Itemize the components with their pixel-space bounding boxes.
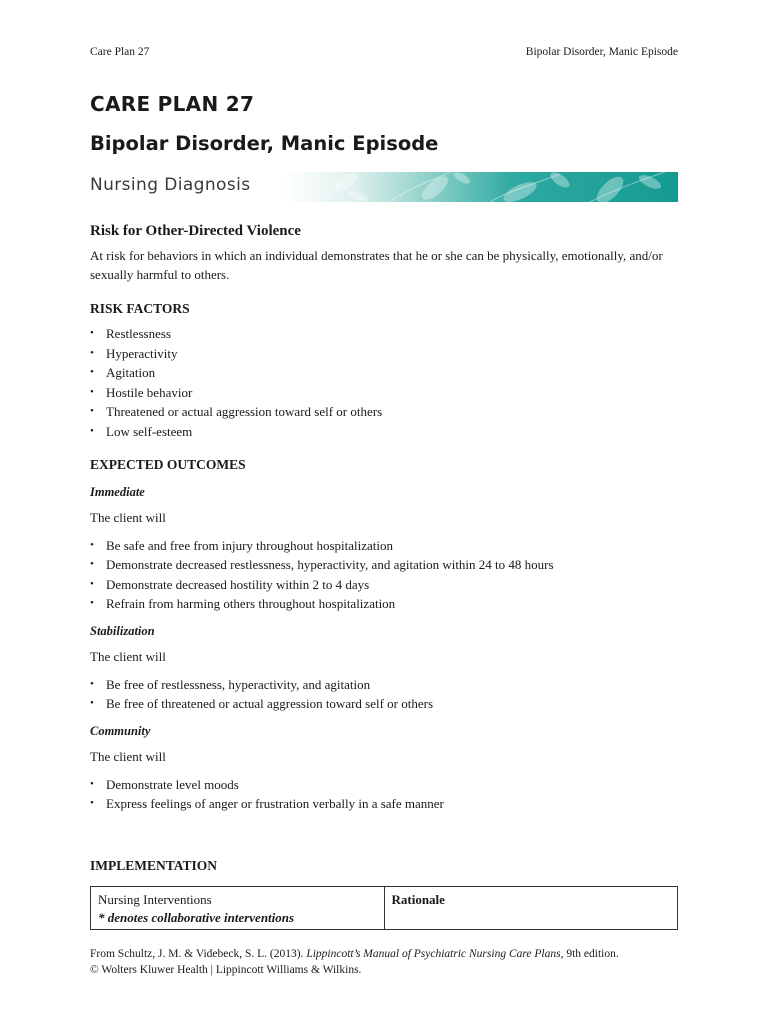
nursing-diagnosis-banner: [90, 172, 678, 202]
interventions-column-header: [91, 887, 385, 930]
list-item: • Be free of threatened or actual aggression toward self or others: [90, 694, 678, 714]
immediate-heading: Immediate: [90, 484, 145, 499]
source-citation: [90, 946, 690, 978]
running-header: [90, 46, 678, 58]
list-item: • Demonstrate decreased restlessness, hyperactivity, and agitation within 24 to 48 hours: [90, 555, 678, 575]
list-item: • Demonstrate level moods: [90, 775, 678, 795]
list-item: • Demonstrate decreased hostility within 2 to 4 days: [90, 575, 678, 595]
risk-factors-list: [90, 344, 678, 442]
list-item: • Be free of restlessness, hyperactivity, and agitation: [90, 675, 678, 695]
risk-factors-heading: RISK FACTORS: [90, 300, 190, 316]
citation-line-1: [90, 946, 690, 962]
list-item: • Hostile behavior: [90, 383, 678, 403]
citation-prefix: From Schultz, J. M. & Videbeck, S. L. (2013).: [90, 948, 307, 960]
citation-suffix: , 9th edition.: [560, 948, 619, 960]
rationale-column-header: [384, 887, 678, 930]
plan-title: Bipolar Disorder, Manic Episode: [90, 132, 439, 155]
diagnosis-title: Risk for Other-Directed Violence: [90, 223, 301, 239]
implementation-heading: IMPLEMENTATION: [90, 858, 218, 873]
plan-number: CARE PLAN 27: [90, 92, 255, 116]
diagnosis-definition: At risk for behaviors in which an individual demonstrates that he or she can be physically, emotionally, and/or sexually harmful to others.: [90, 247, 663, 282]
rationale-column-title: Rationale: [391, 892, 445, 907]
care-plan-content: [90, 222, 678, 814]
list-item: • Be safe and free from injury throughout hospitalization: [90, 536, 678, 556]
stabilization-lead: The client will: [90, 649, 166, 664]
list-item: • Agitation: [90, 363, 678, 383]
list-item: • Threatened or actual aggression toward self or others: [90, 402, 678, 422]
implementation-table: [90, 886, 678, 930]
stabilization-heading: Stabilization: [90, 623, 155, 638]
copyright-line: © Wolters Kluwer Health | Lippincott Williams & Wilkins.: [90, 964, 362, 976]
collaborative-note: * denotes collaborative interventions: [98, 910, 295, 925]
immediate-outcomes-list: [90, 536, 678, 614]
community-lead: The client will: [90, 749, 166, 764]
list-item: • Refrain from harming others throughout hospitalization: [90, 594, 678, 614]
risk-factors-first: [90, 324, 678, 344]
list-item: • Hyperactivity: [90, 344, 678, 364]
interventions-column-title: Nursing Interventions: [98, 892, 212, 907]
expected-outcomes-heading: EXPECTED OUTCOMES: [90, 457, 246, 472]
running-header-left: Care Plan 27: [90, 46, 150, 58]
immediate-lead: The client will: [90, 510, 166, 525]
list-item: • Low self-esteem: [90, 422, 678, 442]
table-header-row: [91, 887, 678, 930]
banner-label: Nursing Diagnosis: [90, 175, 251, 195]
community-outcomes-list: [90, 775, 678, 814]
list-item: • Restlessness: [90, 324, 678, 344]
community-heading: Community: [90, 723, 151, 738]
running-header-right: Bipolar Disorder, Manic Episode: [525, 46, 678, 58]
list-item: • Express feelings of anger or frustration verbally in a safe manner: [90, 794, 678, 814]
stabilization-outcomes-list: [90, 675, 678, 714]
citation-book-title: Lippincott’s Manual of Psychiatric Nursing Care Plans: [306, 948, 561, 960]
